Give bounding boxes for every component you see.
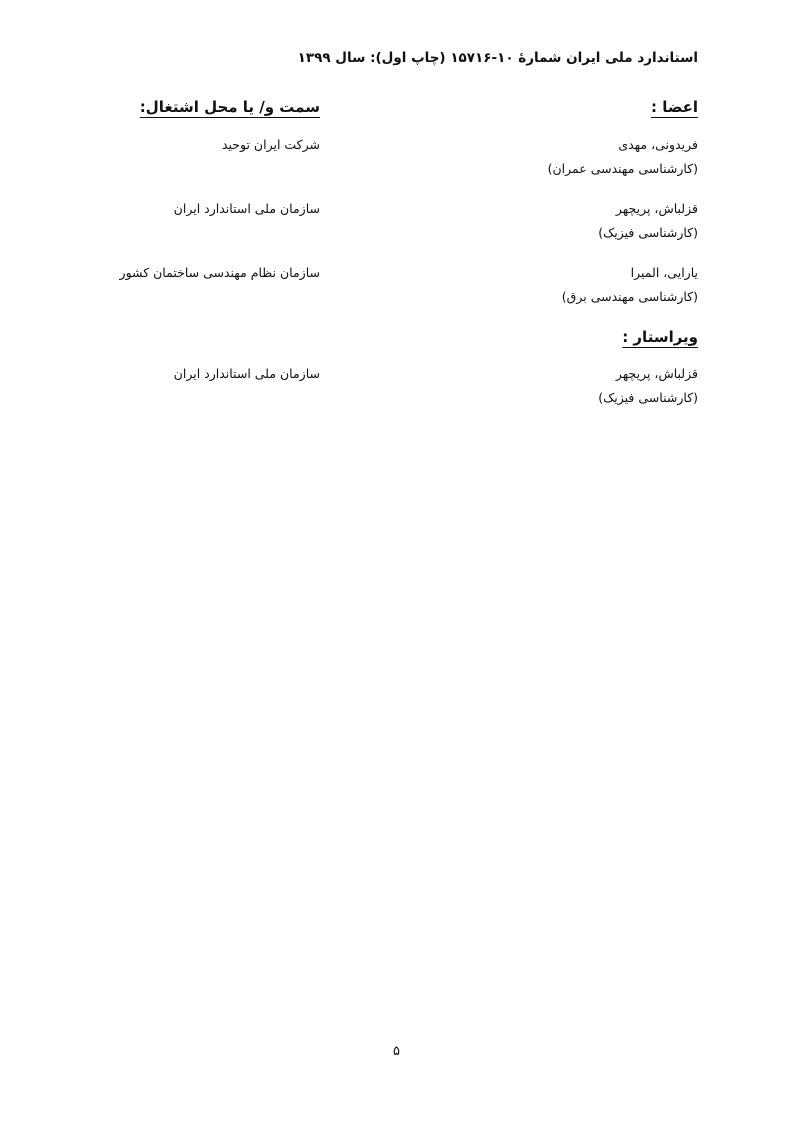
editor-heading: ویراستار : xyxy=(622,328,698,346)
member-affiliation: سازمان نظام مهندسی ساختمان کشور xyxy=(119,265,320,280)
member-field: (کارشناسی مهندسی برق) xyxy=(561,289,698,304)
editor-affiliation: سازمان ملی استاندارد ایران xyxy=(173,366,320,381)
editor-name: قزلباش، پریچهر xyxy=(615,366,698,381)
member-affiliation-cell xyxy=(20,133,320,157)
editor-heading-cell xyxy=(448,328,698,346)
member-affiliation: سازمان ملی استاندارد ایران xyxy=(173,201,320,216)
member-name: قزلباش، پریچهر xyxy=(615,201,698,216)
members-heading: اعضا : xyxy=(650,98,698,116)
editor-field: (کارشناسی فیزیک) xyxy=(598,390,698,405)
member-entry xyxy=(448,197,698,245)
member-field: (کارشناسی مهندسی عمران) xyxy=(547,161,698,176)
position-heading: سمت و/ یا محل اشتغال: xyxy=(139,98,320,116)
member-entry xyxy=(448,133,698,181)
member-affiliation: شرکت ایران توحید xyxy=(221,137,320,152)
editor-affiliation-cell xyxy=(20,362,320,386)
editor-entry xyxy=(448,362,698,410)
member-entry xyxy=(448,261,698,309)
members-heading-cell xyxy=(448,98,698,116)
member-affiliation-cell xyxy=(20,197,320,221)
member-field: (کارشناسی فیزیک) xyxy=(598,225,698,240)
position-heading-cell xyxy=(20,98,320,116)
document-header: استاندارد ملی ایران شمارۀ ۱۰-۱۵۷۱۶ (چاپ اول): سال ۱۳۹۹ xyxy=(297,50,698,66)
member-affiliation-cell xyxy=(20,261,320,285)
member-name: یارایی، المیرا xyxy=(630,265,698,280)
member-name: فریدونی، مهدی xyxy=(618,137,698,152)
page-number: ۵ xyxy=(393,1044,400,1059)
